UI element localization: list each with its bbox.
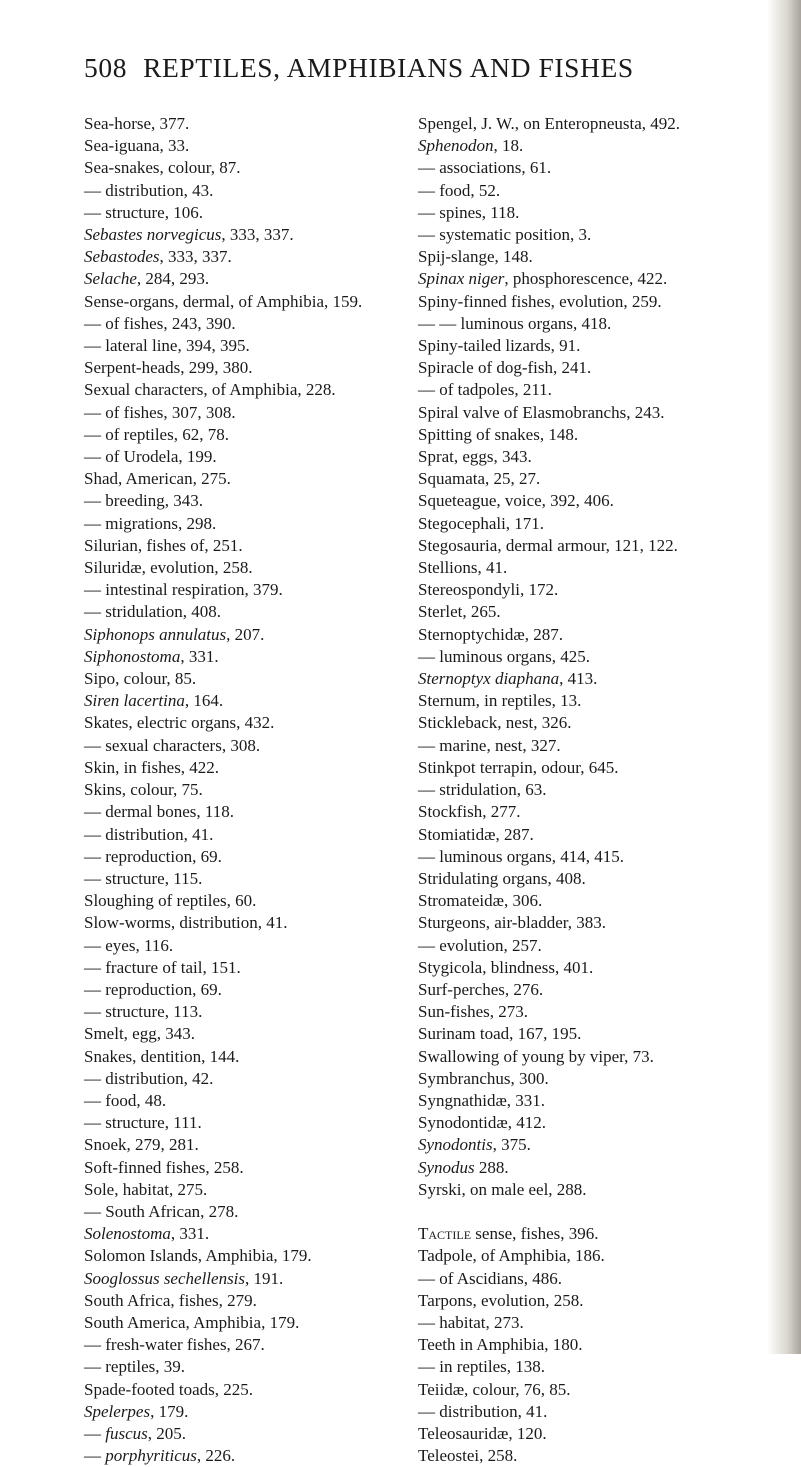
index-entry <box>84 690 404 712</box>
entry-pages: , 375. <box>492 1135 531 1155</box>
index-entry: — of Ascidians, 486. <box>418 1268 563 1288</box>
entry-taxon-name: Siphonostoma <box>84 646 181 666</box>
index-entry: Stockfish, 277. <box>418 802 521 822</box>
index-entry: Sea-iguana, 33. <box>84 136 190 156</box>
entry-dash: — <box>84 1423 106 1443</box>
index-entry: Spiny-tailed lizards, 91. <box>418 336 581 356</box>
index-entry: Sense-organs, dermal, of Amphibia, 159. <box>84 291 363 311</box>
index-entry: Sterlet, 265. <box>418 602 501 622</box>
index-entry: Spengel, J. W., on Enteropneusta, 492. <box>418 114 681 133</box>
index-entry: — structure, 115. <box>84 868 203 888</box>
index-entry: Stromateidæ, 306. <box>418 891 543 911</box>
index-entry: — reproduction, 69. <box>84 846 222 866</box>
entry-taxon-name: Sebastes norvegicus <box>84 225 222 245</box>
page-edge-shadow <box>767 0 801 1354</box>
index-entry: Snoek, 279, 281. <box>84 1135 199 1155</box>
index-entry: Skin, in fishes, 422. <box>84 757 220 777</box>
page-number: 508 <box>84 52 128 83</box>
entry-pages: 288. <box>474 1157 509 1177</box>
index-entry: Surf-perches, 276. <box>418 979 544 999</box>
index-entry: Spiny-finned fishes, evolution, 259. <box>418 291 662 311</box>
index-entry: — luminous organs, 414, 415. <box>418 846 625 866</box>
index-entry: Sternum, in reptiles, 13. <box>418 691 582 711</box>
entry-taxon-name: Synodontis <box>418 1135 493 1155</box>
entry-pages: , 331. <box>180 646 219 666</box>
index-entry: — structure, 106. <box>84 202 203 222</box>
index-spacer <box>418 1201 738 1223</box>
index-entry: Smelt, egg, 343. <box>84 1024 195 1044</box>
index-entry: — of tadpoles, 211. <box>418 380 552 400</box>
index-entry: South Africa, fishes, 279. <box>84 1290 257 1310</box>
index-entry: Syrski, on male eel, 288. <box>418 1179 587 1199</box>
index-entry: — — luminous organs, 418. <box>418 313 612 333</box>
index-entry: Stygicola, blindness, 401. <box>418 957 594 977</box>
entry-pages: , 18. <box>493 136 524 156</box>
index-entry: — eyes, 116. <box>84 935 174 955</box>
entry-taxon-name: porphyriticus <box>105 1446 197 1466</box>
index-entry: — stridulation, 63. <box>418 780 547 800</box>
index-entry: Sloughing of reptiles, 60. <box>84 891 257 911</box>
index-entry: Serpent-heads, 299, 380. <box>84 358 253 378</box>
index-entry: Spiracle of dog-fish, 241. <box>418 358 592 378</box>
index-entry: Sexual characters, of Amphibia, 228. <box>84 380 336 400</box>
running-title: REPTILES, AMPHIBIANS AND FISHES <box>143 52 634 83</box>
index-entry: Soft-finned fishes, 258. <box>84 1157 244 1177</box>
index-entry: Stomiatidæ, 287. <box>418 824 534 844</box>
index-column-right <box>418 113 738 1467</box>
index-entry: Silurian, fishes of, 251. <box>84 535 243 555</box>
index-entry: Sternoptychidæ, 287. <box>418 624 563 644</box>
index-entry: Squamata, 25, 27. <box>418 469 541 489</box>
index-entry: — associations, 61. <box>418 158 552 178</box>
index-entry: Sipo, colour, 85. <box>84 669 197 689</box>
index-entry <box>84 1401 404 1423</box>
index-entry <box>418 268 738 290</box>
entry-pages: , 333, 337. <box>159 247 232 267</box>
entry-taxon-name: fuscus <box>105 1423 148 1443</box>
index-entry: Tarpons, evolution, 258. <box>418 1290 584 1310</box>
entry-taxon-name: Sooglossus sechellensis <box>84 1268 246 1288</box>
index-entry: Squeteague, voice, 392, 406. <box>418 491 614 511</box>
index-entry <box>84 1445 404 1467</box>
index-entry: — in reptiles, 138. <box>418 1357 546 1377</box>
entry-pages: , 191. <box>245 1268 284 1288</box>
index-entry: — stridulation, 408. <box>84 602 221 622</box>
index-entry: Stellions, 41. <box>418 558 508 578</box>
index-entry: Slow-worms, distribution, 41. <box>84 913 288 933</box>
index-entry: — migrations, 298. <box>84 513 217 533</box>
index-entry: Tadpole, of Amphibia, 186. <box>418 1246 605 1266</box>
index-entry: — of Urodela, 199. <box>84 447 217 467</box>
index-entry: Teleostei, 258. <box>418 1446 518 1466</box>
index-entry <box>84 646 404 668</box>
index-entry: Shad, American, 275. <box>84 469 231 489</box>
entry-pages: , 205. <box>147 1423 186 1443</box>
index-entry <box>84 1423 404 1445</box>
index-entry: Synodontidæ, 412. <box>418 1113 546 1133</box>
entry-pages: , 207. <box>226 624 265 644</box>
index-entry: — of fishes, 243, 390. <box>84 313 236 333</box>
index-entry <box>84 624 404 646</box>
index-entry: Stegocephali, 171. <box>418 513 545 533</box>
index-entry: Spade-footed toads, 225. <box>84 1379 254 1399</box>
index-entry: — lateral line, 394, 395. <box>84 336 250 356</box>
index-entry: — systematic position, 3. <box>418 225 592 245</box>
index-entry: — structure, 111. <box>84 1113 202 1133</box>
index-entry: Stereospondyli, 172. <box>418 580 559 600</box>
entry-heading-word: Tactile <box>418 1224 472 1244</box>
index-entry <box>418 1157 738 1179</box>
index-entry: — habitat, 273. <box>418 1312 524 1332</box>
index-entry: Skates, electric organs, 432. <box>84 713 275 733</box>
index-entry: Teleosauridæ, 120. <box>418 1423 547 1443</box>
entry-pages: , 179. <box>150 1401 189 1421</box>
index-entry: — dermal bones, 118. <box>84 802 234 822</box>
index-entry <box>84 1268 404 1290</box>
entry-taxon-name: Sebastodes <box>84 247 160 267</box>
index-entry: Stinkpot terrapin, odour, 645. <box>418 757 619 777</box>
index-entry: Stickleback, nest, 326. <box>418 713 572 733</box>
index-entry: — distribution, 41. <box>84 824 214 844</box>
index-entry <box>84 268 404 290</box>
index-entry: Teeth in Amphibia, 180. <box>418 1335 583 1355</box>
page-header <box>84 52 744 84</box>
index-entry: Sea-horse, 377. <box>84 114 190 133</box>
index-entry: — marine, nest, 327. <box>418 735 561 755</box>
index-entry: Sun-fishes, 273. <box>418 1002 529 1022</box>
index-entry: — evolution, 257. <box>418 935 542 955</box>
index-entry: Stegosauria, dermal armour, 121, 122. <box>418 535 678 555</box>
index-entry: Swallowing of young by viper, 73. <box>418 1046 654 1066</box>
index-entry: — breeding, 343. <box>84 491 203 511</box>
index-entry: Syngnathidæ, 331. <box>418 1090 546 1110</box>
index-entry: — South African, 278. <box>84 1201 239 1221</box>
entry-taxon-name: Siphonops annulatus <box>84 624 227 644</box>
index-entry: Teiidæ, colour, 76, 85. <box>418 1379 571 1399</box>
index-entry: Solomon Islands, Amphibia, 179. <box>84 1246 312 1266</box>
entry-taxon-name: Spinax niger <box>418 269 505 289</box>
entry-pages: , 413. <box>559 669 598 689</box>
index-entry: — distribution, 43. <box>84 180 214 200</box>
index-entry: — spines, 118. <box>418 202 520 222</box>
index-entry: — of reptiles, 62, 78. <box>84 424 229 444</box>
index-entry: — fracture of tail, 151. <box>84 957 241 977</box>
entry-pages: , 226. <box>196 1446 236 1466</box>
index-entry: Sea-snakes, colour, 87. <box>84 158 241 178</box>
index-entry: — structure, 113. <box>84 1002 203 1022</box>
entry-pages: , 164. <box>184 691 224 711</box>
index-entry: Sturgeons, air-bladder, 383. <box>418 913 606 933</box>
entry-pages: , 333, 337. <box>221 225 294 245</box>
index-entry: — distribution, 42. <box>84 1068 214 1088</box>
index-entry: Spij-slange, 148. <box>418 247 533 267</box>
index-entry: — food, 52. <box>418 180 501 200</box>
entry-pages: , phosphorescence, 422. <box>504 269 668 289</box>
index-entry <box>84 1223 404 1245</box>
index-entry: — of fishes, 307, 308. <box>84 402 236 422</box>
index-entry: — luminous organs, 425. <box>418 646 591 666</box>
index-entry <box>418 1223 738 1245</box>
entry-pages: sense, fishes, 396. <box>471 1224 599 1244</box>
index-entry: — sexual characters, 308. <box>84 735 261 755</box>
entry-taxon-name: Sternoptyx diaphana <box>418 669 560 689</box>
entry-pages: , 331. <box>170 1224 210 1244</box>
entry-taxon-name: Solenostoma <box>84 1224 171 1244</box>
index-entry: Skins, colour, 75. <box>84 780 203 800</box>
index-entry: — distribution, 41. <box>418 1401 548 1421</box>
index-entry: — fresh-water fishes, 267. <box>84 1335 265 1355</box>
index-entry: — reptiles, 39. <box>84 1357 186 1377</box>
index-entry <box>418 135 738 157</box>
index-entry: Surinam toad, 167, 195. <box>418 1024 582 1044</box>
index-entry: Spitting of snakes, 148. <box>418 424 579 444</box>
index-entry <box>418 1134 738 1156</box>
index-entry: Stridulating organs, 408. <box>418 868 586 888</box>
index-entry: — intestinal respiration, 379. <box>84 580 283 600</box>
index-entry <box>84 246 404 268</box>
entry-taxon-name: Synodus <box>418 1157 475 1177</box>
entry-taxon-name: Siren lacertina <box>84 691 185 711</box>
index-entry <box>418 668 738 690</box>
index-entry <box>84 224 404 246</box>
entry-pages: , 284, 293. <box>136 269 210 289</box>
index-column-left <box>84 113 404 1467</box>
index-entry: South America, Amphibia, 179. <box>84 1312 300 1332</box>
index-entry: — reproduction, 69. <box>84 979 222 999</box>
index-entry: Snakes, dentition, 144. <box>84 1046 240 1066</box>
entry-taxon-name: Sphenodon <box>418 136 494 156</box>
index-entry: Siluridæ, evolution, 258. <box>84 558 253 578</box>
entry-dash: — <box>84 1446 106 1466</box>
index-entry: Symbranchus, 300. <box>418 1068 549 1088</box>
entry-taxon-name: Selache <box>84 269 137 289</box>
index-entry: Sprat, eggs, 343. <box>418 447 532 467</box>
index-entry: — food, 48. <box>84 1090 167 1110</box>
entry-taxon-name: Spelerpes <box>84 1401 151 1421</box>
index-entry: Sole, habitat, 275. <box>84 1179 208 1199</box>
index-entry: Spiral valve of Elasmobranchs, 243. <box>418 402 665 422</box>
